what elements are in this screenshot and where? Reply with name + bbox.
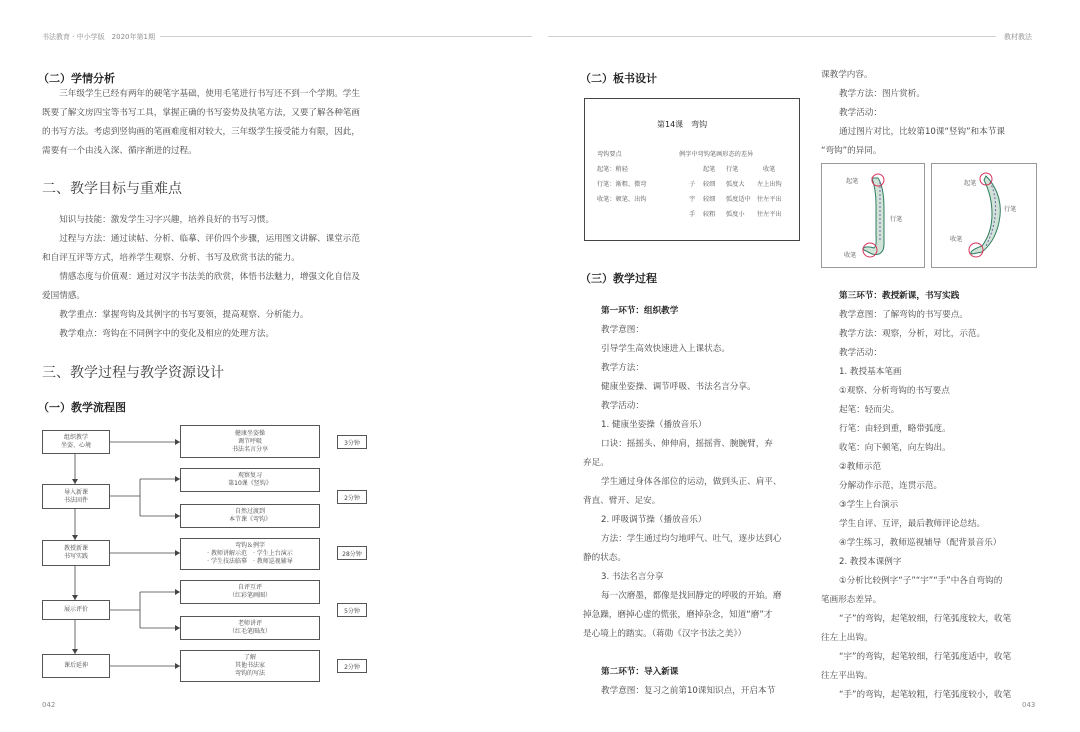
page-number-right: 043 bbox=[1022, 701, 1036, 709]
flow-text: · 教师讲解示范 · 学生上台演示 bbox=[207, 550, 293, 557]
image-label: 行笔 bbox=[1004, 206, 1017, 213]
text-line: 教学意图： bbox=[601, 325, 644, 335]
board-char: 手 bbox=[689, 211, 696, 218]
text-line: “弯钩”的异同。 bbox=[821, 146, 882, 156]
flow-detail-extension bbox=[180, 650, 320, 682]
flowchart-title: （一）教学流程图 bbox=[38, 401, 126, 414]
flow-text: 了解 bbox=[243, 654, 256, 661]
flow-text: 坐姿、心境 bbox=[60, 442, 91, 449]
right-top-text bbox=[821, 66, 1041, 161]
time-badge: 5分钟 bbox=[337, 603, 367, 617]
flow-step-organize bbox=[42, 430, 110, 454]
board-cell: 较粗 bbox=[703, 211, 716, 218]
stage-heading: 第三环节：教授新课，书写实践 bbox=[839, 291, 960, 301]
board-cell: 弧度小 bbox=[726, 211, 745, 218]
board-lesson-title: 第14课 弯钩 bbox=[657, 120, 708, 129]
text-line: 学生通过身体各部位的运动，做到头正、肩平、 bbox=[601, 477, 782, 487]
flow-text: （红彩笔画圈） bbox=[228, 592, 271, 599]
flow-step-evaluate bbox=[42, 600, 110, 620]
board-cell: 往左平出 bbox=[757, 211, 782, 218]
flow-text: 其他书法家 bbox=[234, 662, 265, 669]
flow-text: 书写实践 bbox=[63, 553, 88, 560]
text-line: 2. 教授本课例字 bbox=[839, 557, 902, 567]
paragraph: 过程与方法：通过读帖、分析、临摹、评价四个步骤，运用图文讲解、课堂示范和自评互评等方式，培养学生观察、分析、书写及欣赏书法的能力。 bbox=[42, 234, 360, 263]
board-cell: 弧度适中 bbox=[726, 196, 751, 203]
section-learner-analysis-title: （二）学情分析 bbox=[38, 72, 115, 85]
text-line: 教学意图：了解弯钩的书写要点。 bbox=[839, 310, 968, 320]
board-design-title: （二）板书设计 bbox=[580, 72, 657, 85]
right-main-text bbox=[821, 287, 1041, 705]
teaching-process-text bbox=[583, 302, 809, 701]
vertical-hook-illustration bbox=[822, 164, 926, 269]
text-line: “子”的弯钩，起笔较细，行笔弧度较大，收笔 bbox=[839, 614, 1012, 624]
page-number-left: 042 bbox=[42, 701, 56, 709]
text-line: ②教师示范 bbox=[839, 462, 882, 472]
flow-detail-selfeval bbox=[180, 580, 320, 604]
image-label: 行笔 bbox=[890, 216, 903, 223]
text-line: 分解动作示范，连贯示范。 bbox=[839, 481, 943, 491]
image-label: 收笔 bbox=[950, 236, 963, 243]
flow-text: 第10课《竖钩》 bbox=[228, 480, 272, 487]
text-line: 3. 书法名言分享 bbox=[601, 572, 664, 582]
flow-text: 弯钩＆例字 bbox=[234, 542, 265, 549]
board-left-row: 收笔：顿笔、出钩 bbox=[597, 196, 647, 203]
text-line: 收笔：向下顿笔，向左钩出。 bbox=[839, 443, 951, 453]
text-line: 教学方法：观察，分析，对比，示范。 bbox=[839, 329, 986, 339]
text-line: 弃足。 bbox=[583, 458, 609, 468]
text-line: 引导学生高效快速进入上课状态。 bbox=[601, 344, 730, 354]
text-line: 课教学内容。 bbox=[821, 70, 873, 80]
board-left-head: 弯钩要点 bbox=[597, 151, 622, 158]
text-line: 掉急躁，磨掉心虚的慌张，磨掉杂念，知道“磨”才 bbox=[583, 610, 773, 620]
section-process-title: 三、教学过程与教学资源设计 bbox=[42, 365, 224, 381]
board-design-box bbox=[584, 98, 800, 241]
paragraph: 教学难点：弯钩在不同例字中的变化及相应的处理方法。 bbox=[59, 329, 275, 339]
image-label: 起笔 bbox=[964, 180, 977, 187]
flow-detail-teacher-eval bbox=[180, 616, 320, 640]
text-line: ④学生练习，教师巡视辅导（配背景音乐） bbox=[839, 538, 1002, 548]
text-line: 行笔：由轻到重，略带弧度。 bbox=[839, 424, 951, 434]
paragraph: 情感态度与价值观：通过对汉字书法美的欣赏，体悟书法魅力，增强文化自信及爱国情感。 bbox=[42, 272, 360, 301]
text-line: 1. 健康坐姿操（播放音乐） bbox=[601, 420, 707, 430]
text-line: ①分析比较例字“子”“宇”“手”中各自弯钩的 bbox=[839, 576, 1003, 586]
time-badge: 2分钟 bbox=[337, 659, 367, 673]
flow-text: 本节课《弯钩》 bbox=[228, 516, 271, 523]
text-line: 起笔：轻而尖。 bbox=[839, 405, 900, 415]
flow-text: 课后延伸 bbox=[63, 662, 88, 669]
teaching-process-title: （三）教学过程 bbox=[580, 272, 657, 285]
board-cell: 较细 bbox=[703, 196, 716, 203]
text-line: 2. 呼吸调节操（播放音乐） bbox=[601, 515, 707, 525]
paragraph: 教学重点：掌握弯钩及其例字的书写要领，提高观察、分析能力。 bbox=[59, 310, 309, 320]
flow-text: 导入新课 bbox=[63, 488, 88, 496]
stage-heading: 第一环节：组织教学 bbox=[601, 306, 679, 316]
section-goals-title: 二、教学目标与重难点 bbox=[42, 181, 182, 197]
text-line: “手”的弯钩，起笔较粗，行笔弧度较小，收笔 bbox=[839, 690, 1012, 700]
text-line: 教学活动： bbox=[839, 108, 882, 118]
curved-hook-image bbox=[931, 163, 1037, 268]
text-line: 静的状态。 bbox=[583, 553, 626, 563]
flow-text: · 学生技法临摹 · 教师巡视辅导 bbox=[207, 558, 293, 565]
text-line: ①观察、分析弯钩的书写要点 bbox=[839, 386, 950, 396]
flow-text: 调节呼吸 bbox=[237, 437, 262, 445]
board-char: 子 bbox=[689, 181, 696, 188]
board-left-row: 起笔：稍轻 bbox=[597, 166, 628, 173]
flow-detail-practice bbox=[180, 538, 320, 570]
time-badge: 2分钟 bbox=[337, 490, 367, 504]
header-right: 教材教法 bbox=[1004, 33, 1032, 41]
text-line: 学生自评、互评，最后教师评论总结。 bbox=[839, 519, 986, 529]
board-cell: 较细 bbox=[703, 181, 716, 188]
flow-text: 自评互评 bbox=[237, 584, 262, 591]
flow-detail-warmup bbox=[180, 425, 320, 458]
time-badge: 28分钟 bbox=[337, 546, 367, 560]
flow-text: 弯钩的写法 bbox=[234, 670, 265, 677]
text-line: 教学活动： bbox=[601, 401, 644, 411]
text-line: 教学方法：图片赏析。 bbox=[839, 89, 925, 99]
flow-text: 自然过渡到 bbox=[234, 508, 265, 515]
flow-text: （红毛笔圈改） bbox=[228, 628, 271, 635]
flow-text: 展示评价 bbox=[63, 606, 88, 613]
flow-detail-transition bbox=[180, 504, 320, 528]
flow-text: 书法固件 bbox=[63, 496, 88, 504]
flow-text: 教授新课 bbox=[63, 545, 88, 552]
board-right-head: 例字中弯钩笔画形态的差异 bbox=[679, 151, 754, 158]
text-line bbox=[583, 644, 809, 663]
text-line: ③学生上台演示 bbox=[839, 500, 899, 510]
image-label: 收笔 bbox=[844, 252, 857, 259]
flow-step-intro bbox=[42, 484, 110, 509]
text-line: 1. 教授基本笔画 bbox=[839, 367, 902, 377]
board-cell: 左上出钩 bbox=[757, 181, 782, 188]
stage-heading: 第二环节：导入新课 bbox=[601, 667, 679, 677]
board-left-row: 行笔：渐粗、微弯 bbox=[597, 181, 647, 188]
board-cell: 弧度大 bbox=[726, 181, 745, 188]
text-line: 是心境上的踏实。（蒋勋《汉字书法之美》） bbox=[583, 629, 747, 639]
text-line: 教学意图：复习之前第10课知识点，开启本节 bbox=[601, 686, 776, 696]
text-line: 往左上出钩。 bbox=[821, 633, 873, 643]
flow-text: 老师讲评 bbox=[237, 620, 262, 627]
time-badge: 3分钟 bbox=[337, 435, 367, 449]
board-col-head: 起笔 bbox=[703, 166, 716, 173]
paragraph: 知识与技能：激发学生习字兴趣，培养良好的书写习惯。 bbox=[59, 215, 275, 225]
text-line: 健康坐姿操、调节呼吸、书法名言分享。 bbox=[601, 382, 756, 392]
board-char: 宇 bbox=[689, 196, 696, 203]
board-col-head: 行笔 bbox=[726, 166, 739, 173]
flow-text: 组织教学 bbox=[63, 434, 88, 441]
text-line: 笔画形态差异。 bbox=[821, 595, 882, 605]
text-line: 往左平出钩。 bbox=[821, 671, 873, 681]
flow-step-teach bbox=[42, 540, 110, 566]
text-line: 口诀：摇摇头、伸伸肩，摇摇背、腕腕臂，弃 bbox=[601, 439, 773, 449]
board-cell: 往左平出 bbox=[757, 196, 782, 203]
paragraph: 三年级学生已经有两年的硬笔字基础，使用毛笔进行书写还不到一个学期。学生既要了解文房四宝等书写工具，掌握正确的书写姿势及执笔方法，又要了解各种笔画的书写方法。考虑到竖钩画的笔画难度相对较大，三年级学生接受能力有限，因此，需要有一个由浅入深、循序渐进的过程。 bbox=[42, 89, 360, 156]
flow-text: 观察复习 bbox=[237, 472, 262, 479]
flow-detail-review bbox=[180, 468, 320, 492]
text-line: 教学活动： bbox=[839, 348, 882, 358]
board-col-head: 收笔 bbox=[763, 166, 776, 173]
text-line: 背直、臂开、足安。 bbox=[583, 496, 661, 506]
vertical-hook-image bbox=[821, 163, 925, 268]
text-line: 方法：学生通过均匀地呼气、吐气，逐步达到心 bbox=[601, 534, 782, 544]
curved-hook-illustration bbox=[932, 164, 1038, 269]
image-label: 起笔 bbox=[846, 178, 859, 185]
flow-text: 健康坐姿操 bbox=[234, 429, 265, 437]
flow-step-extend bbox=[42, 654, 110, 678]
text-line: 教学方法： bbox=[601, 363, 644, 373]
header-left: 书法教育 · 中小学版 2020年第1期 bbox=[42, 33, 155, 41]
text-line: 每一次磨墨，都像是找回静定的呼吸的开始。磨 bbox=[601, 591, 782, 601]
text-line: 通过图片对比，比较第10课“竖钩”和本节课 bbox=[839, 127, 1005, 137]
text-line: “宇”的弯钩，起笔较细，行笔弧度适中，收笔 bbox=[839, 652, 1012, 662]
flow-text: 书法名言分享 bbox=[231, 445, 268, 453]
